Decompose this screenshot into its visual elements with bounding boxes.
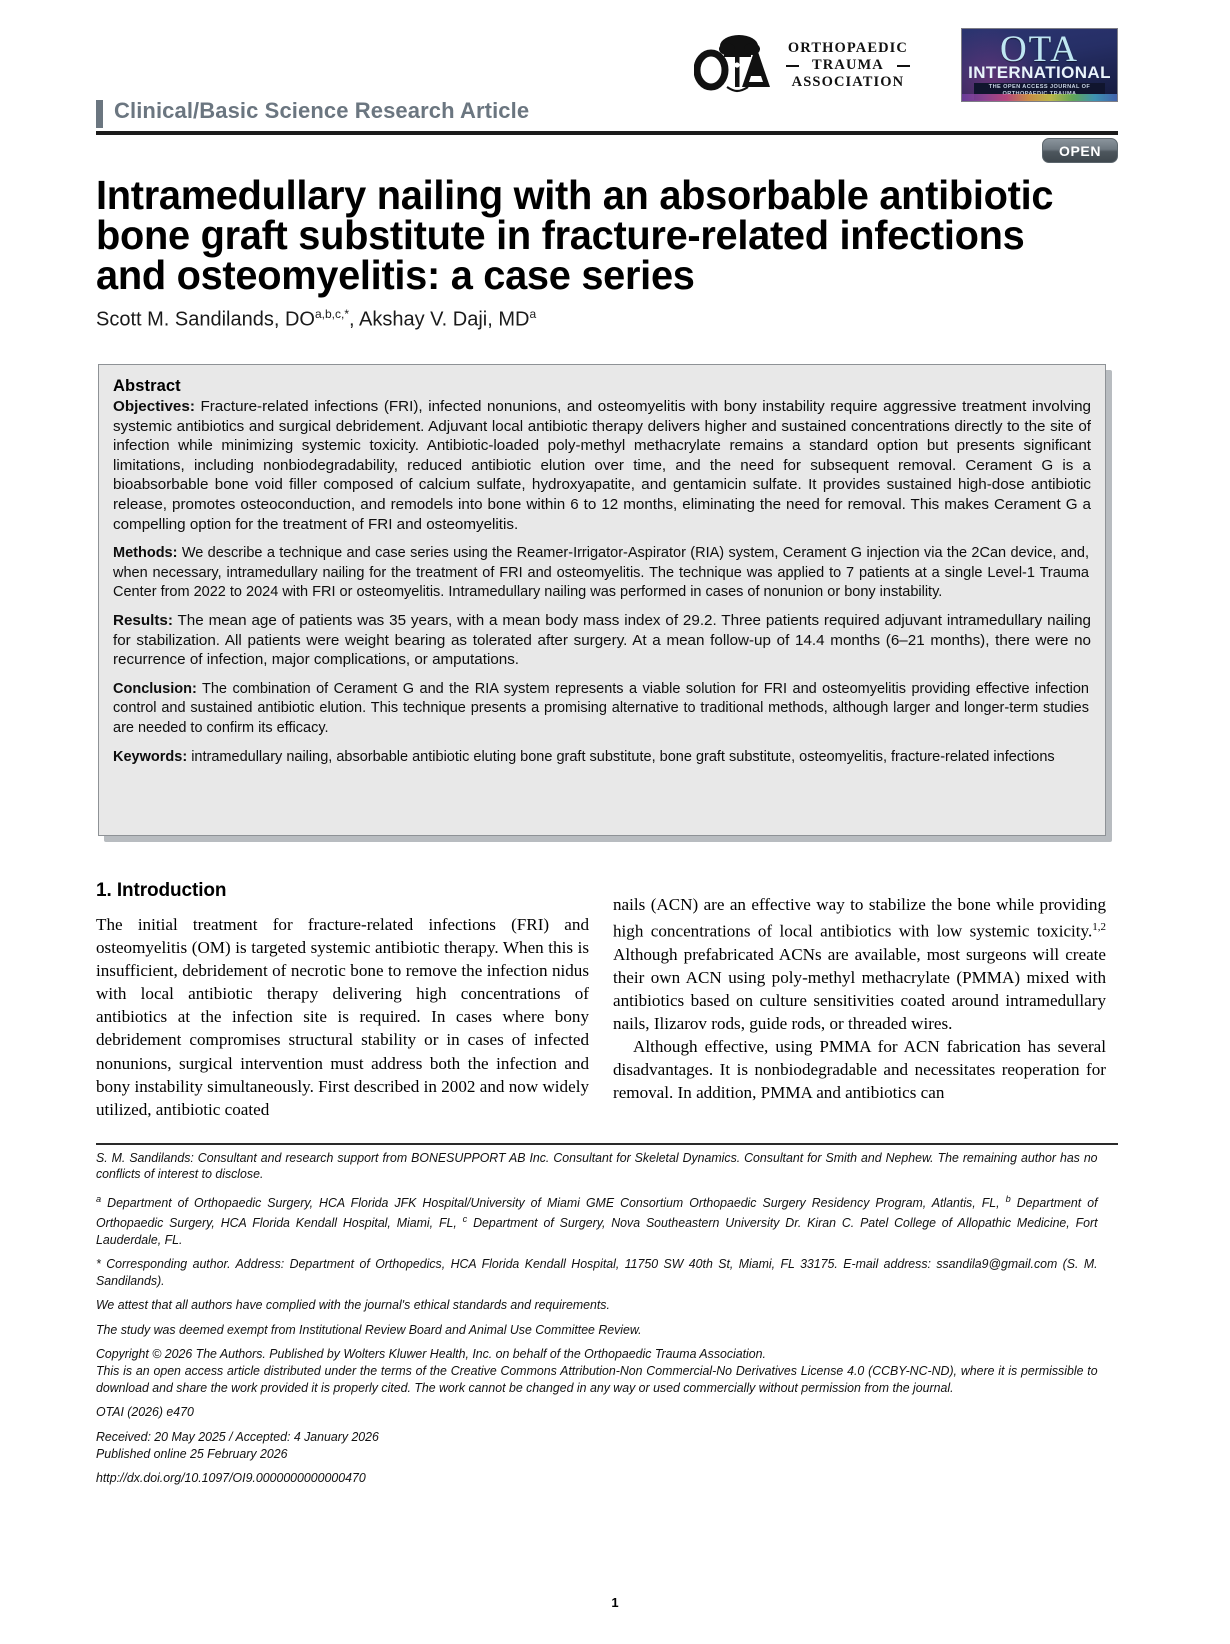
intro-paragraph-right-2: Although effective, using PMMA for ACN fabrication has several disadvantages. It is nonbiodegradable and necessitates reoperation for removal. In addition, PMMA and antibiotics can: [613, 1037, 1106, 1103]
footnote-disclosure: S. M. Sandilands: Consultant and research support from BONESUPPORT AB Inc. Consultant for Skeletal Dynamics. Consultant for Smith and Nephew. The remaining author has no conflicts of interest to disclose.: [96, 1151, 1098, 1182]
abstract-box: [98, 364, 1106, 836]
reference-marker[interactable]: 1,2: [1092, 921, 1106, 934]
page-number: 1: [611, 1595, 619, 1610]
affiliation-text-c: Department of Surgery, Nova Southeastern University Dr. Kiran C. Patel College of Allopathic Medicine, Fort Lauderdale, FL.: [96, 1216, 1098, 1247]
footnote-license: This is an open access article distributed under the terms of the Creative Commons Attribution-Non Commercial-No Derivatives License 4.0 (CCBY-NC-ND), where it is permissible to download and share the work provided it is properly cited. The work cannot be changed in any way or used commercially without permission from the journal.: [96, 1364, 1098, 1395]
open-access-badge: OPEN: [1042, 138, 1118, 163]
ota-society-wordmark: [788, 40, 908, 91]
intro-paragraph-left: The initial treatment for fracture-related infections (FRI) and osteomyelitis (OM) is targeted systemic antibiotic therapy. When this is insufficient, debridement of necrotic bone to remove the infection nidus with local antibiotic therapy delivering high concentrations of antibiotics at the infection site is required. In cases where bony debridement compromises structural stability or in cases of infected nonunions, surgical intervention must address both the infection and bony instability simultaneously. First described in 2002 and now widely utilized, antibiotic coated: [96, 915, 589, 1119]
affiliation-marker-a: a: [96, 1192, 102, 1204]
abstract-methods-label: Methods:: [113, 544, 178, 562]
journal-logo-initials: OTA: [999, 29, 1080, 70]
footnote-doi-link[interactable]: http://dx.doi.org/10.1097/OI9.0000000000000470: [96, 1471, 366, 1486]
affiliation-marker-c: c: [462, 1213, 468, 1225]
ota-wordmark-line1: ORTHOPAEDIC: [787, 39, 908, 56]
ota-international-journal-logo: [961, 28, 1118, 102]
footnotes-block: [96, 1150, 1098, 1495]
abstract-results-text: The mean age of patients was 35 years, with a mean body mass index of 29.2. Three patients required adjuvant intramedullary nailing for stabilization. All patients were weight bearing as tolerated after surgery. At a mean follow-up of 14.4 months (6–21 months), there were no recurrence of infection, major complications, or amputations.: [113, 611, 1091, 669]
author-list: Scott M. Sandilands, $DO^{a,b,c,*}$, Akshay V. Daji, $MD^a$: [96, 307, 537, 331]
abstract-objectives: [113, 397, 1091, 534]
affiliation-marker-b: b: [1005, 1192, 1011, 1204]
masthead: [96, 28, 1118, 108]
body-column-left: [96, 913, 589, 1121]
header-divider-rule: [96, 131, 1118, 135]
article-type-label: Clinical/Basic Science Research Article: [114, 98, 530, 123]
affiliation-text-b: Department of Orthopaedic Surgery, HCA Florida Kendall Hospital, Miami, FL,: [96, 1196, 1098, 1231]
body-column-right: [613, 893, 1106, 1105]
abstract-results-label: Results:: [113, 611, 173, 629]
ota-tree-logo-icon: [694, 34, 780, 96]
footnote-received-accepted: Received: 20 May 2025 / Accepted: 4 January 2026: [96, 1429, 379, 1444]
article-type-accent-mark: [96, 100, 103, 128]
abstract-keywords: [113, 747, 1089, 767]
abstract-methods-text: We describe a technique and case series using the Reamer-Irrigator-Aspirator (RIA) system, Cerament G injection via the 2Can device, and, when necessary, intramedullary nailing for the treatment of FRI and osteomyelitis. The technique was applied to 7 patients at a single Level-1 Trauma Center from 2022 to 2024 with FRI or osteomyelitis. Intramedullary nailing was performed in cases of nonunion or bony instability.: [113, 544, 1090, 601]
abstract-heading: Abstract: [113, 377, 181, 395]
abstract-conclusion: [113, 679, 1089, 738]
footnote-ethics-statement: We attest that all authors have complied with the journal's ethical standards and requirements.: [96, 1298, 610, 1313]
abstract-keywords-text: intramedullary nailing, absorbable antibiotic eluting bone graft substitute, bone graft substitute, osteomyelitis, fracture-related infections: [191, 747, 1055, 765]
footnote-irb-statement: The study was deemed exempt from Institutional Review Board and Animal Use Committee Review.: [96, 1322, 642, 1337]
abstract-results: [113, 611, 1091, 670]
affiliation-text-a: Department of Orthopaedic Surgery, HCA Florida JFK Hospital/University of Miami GME Consortium Orthopaedic Surgery Residency Program, Atlantis, FL,: [101, 1196, 1006, 1210]
journal-tagline-line1: THE OPEN ACCESS JOURNAL OF: [988, 84, 1091, 90]
abstract-keywords-label: Keywords:: [113, 747, 188, 765]
intro-paragraph-right-1: [613, 893, 1106, 1035]
journal-logo-international: INTERNATIONAL: [968, 63, 1111, 82]
abstract-methods: [113, 543, 1089, 602]
abstract-conclusion-label: Conclusion:: [113, 679, 197, 697]
abstract-objectives-label: Objectives:: [113, 398, 195, 415]
article-title: Intramedullary nailing with an absorbable antibiotic bone graft substitute in fracture-related infections and osteomyelitis: a case series: [96, 172, 1054, 298]
abstract-objectives-text: Fracture-related infections (FRI), infected nonunions, and osteomyelitis with bony instability require aggressive treatment involving systemic antibiotics and surgical debridement. Adjuvant local antibiotic therapy delivers higher and sustained concentrations directly to the site of infection while minimizing systemic toxicity. Antibiotic-loaded poly-methyl methacrylate remains a standard option but presents significant limitations, including nonbiodegradability, reduced antibiotic elution over time, and the need for subsequent removal. Cerament G is a bioabsorbable bone void filler composed of calcium sulfate, hydroxyapatite, and gentamicin sulfate. It provides sustained high-dose antibiotic release, promotes osteoconduction, and remodels into bone within 6 to 12 months, eliminating the need for removal. This makes Cerament G a compelling option for the treatment of FRI and osteomyelitis.: [113, 398, 1091, 533]
article-type-bar: [96, 98, 1118, 132]
section-heading-introduction: 1. Introduction: [96, 880, 227, 901]
right-p1-post: Although prefabricated ACNs are available, most surgeons will create their own ACN using poly-methyl methacrylate (PMMA) mixed with antibiotics based on culture sensitivities coated around intramedullary nails, Ilizarov rods, guide rods, or threaded wires.: [613, 944, 1106, 1034]
right-p1-pre: nails (ACN) are an effective way to stabilize the bone while providing high concentrations of local antibiotics with low systemic toxicity.: [613, 895, 1106, 941]
footnote-citation: OTAI (2026) e470: [96, 1405, 194, 1420]
ota-wordmark-line3: ASSOCIATION: [791, 73, 905, 90]
ota-society-logo: [694, 34, 908, 96]
ota-wordmark-line2: TRAUMA: [788, 57, 908, 74]
footnote-corresponding-author: * Corresponding author. Address: Department of Orthopedics, HCA Florida Kendall Hospital, 11750 SW 40th St, Miami, FL 33175. E-mail address: ssandila9@gmail.com (S. M. Sandilands).: [96, 1257, 1098, 1288]
footnote-copyright: Copyright © 2026 The Authors. Published by Wolters Kluwer Health, Inc. on behalf of the Orthopaedic Trauma Association.: [96, 1347, 766, 1362]
footnote-affiliations: [96, 1191, 1098, 1249]
footnote-divider-rule: [96, 1143, 1118, 1145]
abstract-conclusion-text: The combination of Cerament G and the RIA system represents a viable solution for FRI and osteomyelitis providing effective infection control and sustained antibiotic elution. This technique presents a promising alternative to traditional methods, although larger and longer-term studies are needed to confirm its efficacy.: [113, 679, 1090, 736]
footnote-published-online: Published online 25 February 2026: [96, 1447, 288, 1462]
